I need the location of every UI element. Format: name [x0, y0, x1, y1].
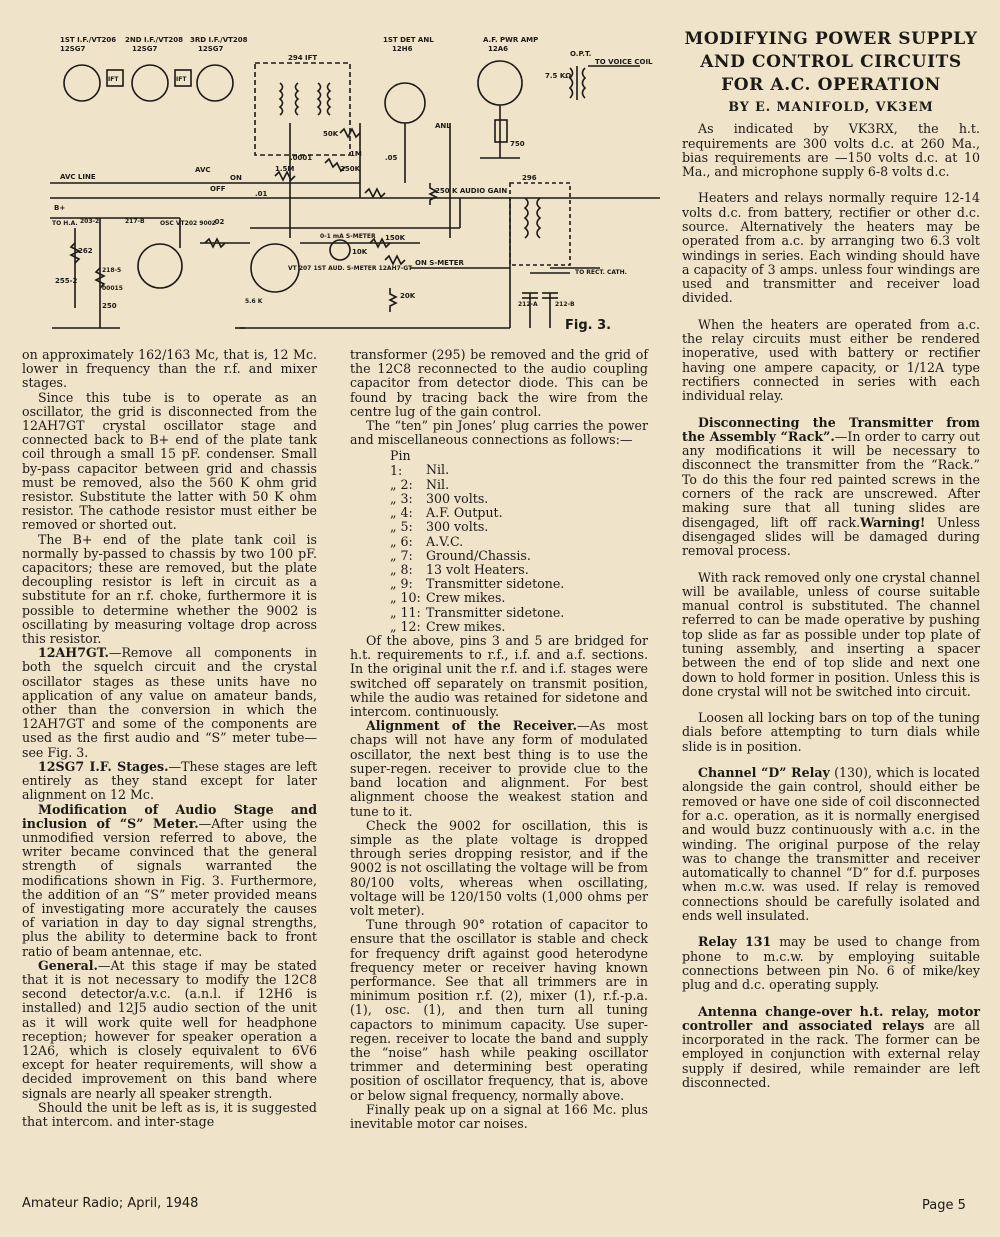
- paragraph: [350, 719, 648, 818]
- label-anl: ANL: [435, 122, 451, 130]
- label-osc: OSC VT202 9002: [160, 220, 216, 227]
- circuit-diagram: [40, 28, 665, 348]
- pin-number: „ 4:: [390, 505, 413, 521]
- paragraph: [22, 646, 317, 760]
- label-r15m: 1.5M: [275, 165, 295, 173]
- run-in-heading: Relay 131: [698, 934, 772, 950]
- paragraph-text: (130), which is located alongside the gain control, should either be removed or have one side of coil disconnected for a.c. operation, as it is normally energised and would buzz continuously with a.c. in the winding. The original purpose of the relay was to change the transmitter and receiver automatically to channel “D” for d.f. purposes when m.c.w. was used. If relay is removed connections should be carefully isolated and ends well insulated.: [682, 765, 980, 924]
- paragraph-text: —After using the unmodified version referred to above, the writer became convinced that the general strength of signals warranted the modifications shown in Fig. 3. Furthermore, the addition of an “S” meter provided means of investigating more accurately the causes of variation in day to day signal strengths, plus the ability to determine back to front ratio of beam antennae, etc.: [22, 815, 317, 959]
- column-right: [682, 28, 980, 1090]
- paragraph: The “ten” pin Jones’ plug carries the power and miscellaneous connections as follows:—: [350, 418, 648, 448]
- paragraph-text: —Remove all components in both the squelch circuit and the crystal oscillator stages as these units have no application of any value on amateur bands, other than the conversion in which the 12AH7GT and some of the components are used as the first audio and “S” meter tube—see Fig. 3.: [22, 645, 317, 760]
- pin-number: „ 5:: [390, 519, 413, 535]
- label-voice: TO VOICE COIL: [595, 58, 653, 66]
- run-in-heading: 12SG7 I.F. Stages.: [38, 758, 169, 774]
- label-avc-line: AVC LINE: [60, 173, 96, 181]
- label-avc: AVC: [195, 166, 211, 174]
- pin-item: [350, 620, 648, 634]
- pin-number: Pin 1:: [390, 448, 411, 478]
- label-r50k: 50K: [323, 130, 339, 138]
- pin-number: „ 2:: [390, 476, 413, 492]
- pin-item: [350, 591, 648, 605]
- label-c0001: .0001: [290, 154, 313, 162]
- pin-value: Crew mikes.: [426, 618, 506, 634]
- run-in-heading: 12AH7GT.: [38, 645, 109, 661]
- label-r1m: 1M: [350, 150, 362, 158]
- paragraph: Check the 9002 for oscillation, this is simple as the plate voltage is dropped through series dropping resistor, and if the 9002 is not oscillating the voltage will be from 80/100 volts, whereas when oscillating, voltage will be 120/150 volts (1,000 ohms per volt meter).: [350, 817, 648, 918]
- column-middle: [350, 348, 648, 1131]
- article-title: MODIFYING POWER SUPPLY AND CONTROL CIRCUITS FOR A.C. OPERATION: [684, 29, 978, 95]
- label-pwr-type: 12A6: [488, 45, 509, 53]
- pin-number: „ 12:: [390, 618, 421, 634]
- label-pwr: A.F. PWR AMP: [483, 36, 539, 44]
- paragraph-text: —In order to carry out any modifications it will be necessary to disconnect the transmitter from the “Rack.” To do this the four red painted screws in the corners of the rack are unscrewed. After making sure that all tuning slides are disengaged, lift off rack.: [682, 428, 980, 530]
- label-r00015: 00015: [102, 285, 123, 292]
- label-c2032: 203-2: [80, 218, 100, 225]
- label-on: ON: [230, 174, 242, 182]
- label-tube1-type: 12SG7: [60, 45, 86, 53]
- label-c212a: 212-A: [518, 301, 538, 308]
- label-smeter-switch: ON S-METER: [415, 259, 464, 267]
- pin-item: [350, 549, 648, 563]
- label-tube1: 1ST I.F./VT206: [60, 36, 117, 44]
- article-byline: BY E. MANIFOLD, VK3EM: [728, 99, 934, 114]
- paragraph-text: —These stages are left entirely as they stand except for later alignment on 12 Mc.: [22, 758, 317, 803]
- pin-item: [350, 449, 648, 477]
- warning-label: Warning!: [860, 514, 926, 530]
- pin-number: „ 3:: [390, 491, 413, 507]
- run-in-heading: Modification of Audio Stage and inclusion of “S” Meter.: [22, 801, 317, 831]
- label-c05: .05: [385, 154, 398, 162]
- schematic-figure: [40, 28, 665, 348]
- label-c01: .01: [255, 190, 268, 198]
- label-r262: 262: [78, 247, 93, 255]
- paragraph: Heaters and relays normally require 12-14 volts d.c. from battery, rectifier or other d.c. source. Alternatively the heaters may be operated from a.c. by arranging two 6.3 volt windings in series. Each winding should have a capacity of 3 amps. unless four windings are used and transmitter and receiver load divided.: [682, 190, 980, 306]
- tube-9002: [138, 244, 182, 288]
- label-det-type: 12H6: [392, 45, 413, 53]
- label-r150k: 150K: [385, 234, 406, 242]
- footer-page-number: Page 5: [922, 1198, 966, 1213]
- label-aud-gain: 250 K AUDIO GAIN: [435, 187, 508, 195]
- pin-number: „ 11:: [390, 604, 421, 620]
- tube-1st-if: [64, 65, 100, 101]
- paragraph: [682, 1005, 980, 1091]
- paragraph: transformer (295) be removed and the grid of the 12C8 reconnected to the audio coupling capacitor from detector diode. This can be found by tracing back the wire from the centre lug of the gain control.: [350, 347, 648, 419]
- pin-number: „ 7:: [390, 547, 413, 563]
- label-r250k: 250K: [340, 165, 361, 173]
- paragraph: [22, 760, 317, 803]
- label-tube2: 2ND I.F./VT208: [125, 36, 184, 44]
- pin-item: [350, 506, 648, 520]
- pin-item: [350, 492, 648, 506]
- pin-item: [350, 535, 648, 549]
- pin-value: Ground/Chassis.: [426, 547, 531, 563]
- pin-value: 300 volts.: [426, 491, 489, 507]
- paragraph-text: may be used to change from phone to m.c.w. by employing suitable connections between pin No. 6 of mike/key plug and d.c. operating supply.: [682, 934, 980, 993]
- label-toha: TO H.A.: [52, 220, 78, 227]
- paragraph: When the heaters are operated from a.c. the relay circuits must either be rendered inoperative, used with battery or rectifier having one ampere capacity, or 1/12A type rectifiers connected in series with each individual relay.: [682, 316, 980, 404]
- label-r2552: 255-2: [55, 277, 78, 285]
- paragraph: Finally peak up on a signal at 166 Mc. plus inevitable motor car noises.: [350, 1101, 648, 1131]
- tube-3rd-if: [197, 65, 233, 101]
- label-meter: 0-1 mA S-METER: [320, 233, 376, 240]
- pin-number: „ 6:: [390, 533, 413, 549]
- pin-number: „ 9:: [390, 576, 413, 592]
- label-det: 1ST DET ANL: [383, 36, 434, 44]
- paragraph: Of the above, pins 3 and 5 are bridged for h.t. requirements to r.f., i.f. and a.f. sections. In the original unit the r.f. and i.f. stages were switched off separately on transmit position, while the audio was retained for sidetone and intercom. continuously.: [350, 633, 648, 720]
- label-tube2-type: 12SG7: [132, 45, 158, 53]
- run-in-heading: General.: [38, 957, 98, 973]
- footer-publication: Amateur Radio; April, 1948: [22, 1196, 199, 1211]
- pin-value: Transmitter sidetone.: [426, 604, 565, 620]
- run-in-heading: Channel “D” Relay: [698, 765, 830, 781]
- tube-12a6: [478, 61, 522, 105]
- paragraph: Since this tube is to operate as an oscillator, the grid is disconnected from the 12AH7GT crystal oscillator stage and connected back to B+ end of the plate tank coil through a small 15 pF. condenser. Small by-pass capacitor between grid and chassis must be removed, also the 560 K ohm grid resistor. Substitute the latter with 50 K ohm resistor. The cathode resistor must either be removed or shorted out.: [22, 389, 317, 533]
- pin-value: Crew mikes.: [426, 590, 506, 606]
- label-r250: 250: [102, 302, 117, 310]
- label-k75: 7.5 KΩ: [545, 72, 572, 80]
- paragraph: on approximately 162/163 Mc, that is, 12 Mc. lower in frequency than the r.f. and mixer stages.: [22, 347, 317, 391]
- pin-value: 300 volts.: [426, 519, 489, 535]
- label-t296: 296: [522, 174, 537, 182]
- tube-2nd-if: [132, 65, 168, 101]
- label-ift3: 294 IFT: [288, 54, 318, 62]
- label-opt: O.P.T.: [570, 50, 592, 58]
- paragraph-text: are all incorporated in the rack. The former can be employed in conjunction with external relay supply if desired, while remainder are left disconnected.: [682, 1017, 980, 1091]
- paragraph: Tune through 90° rotation of capacitor to ensure that the oscillator is stable and check for frequency drift against good heterodyne frequency meter or receiver having known performance. See that all trimmers are in minimum position r.f. (2), mixer (1), r.f.-p.a. (1), osc. (1), and then turn all tuning capactors to minimum capacity. Use super-regen. receiver to locate the band and supply the “noise” hash while peaking oscillator trimmer and determining best operating position of oscillator frequency, that is, above or below signal frequency, normally above.: [350, 917, 648, 1103]
- paragraph: [22, 803, 317, 959]
- figure-caption: Fig. 3.: [565, 318, 612, 333]
- run-in-heading: Alignment of the Receiver.: [366, 718, 578, 734]
- pin-item: [350, 520, 648, 534]
- run-in-heading: Antenna change-over h.t. relay, motor controller and associated relays: [682, 1003, 980, 1033]
- paragraph: [682, 935, 980, 992]
- pin-value: 13 volt Heaters.: [426, 562, 529, 578]
- label-off: OFF: [210, 185, 226, 193]
- label-r10k: 10K: [352, 248, 368, 256]
- pin-value: Nil.: [426, 462, 450, 478]
- pin-value: Nil.: [426, 476, 450, 492]
- label-k56: 5.6 K: [245, 298, 263, 305]
- paragraph: The B+ end of the plate tank coil is normally by-passed to chassis by two 100 pF. capacitors; these are removed, but the plate decoupling resistor is left in circuit as a substitute for an r.f. choke, furthermore it is possible to determine whether the 9002 is oscillating by measuring voltage drop across this resistor.: [22, 531, 317, 647]
- label-r20k: 20K: [400, 292, 416, 300]
- label-ift1: IFT: [108, 76, 119, 83]
- ift-box: [255, 63, 350, 155]
- paragraph: Loosen all locking bars on top of the tuning dials before attempting to turn dials while slide is in position.: [682, 710, 980, 754]
- label-bplus: B+: [54, 204, 66, 212]
- pin-number: „ 10:: [390, 590, 421, 606]
- pin-value: A.F. Output.: [426, 505, 503, 521]
- pin-item: [350, 577, 648, 591]
- paragraph: [22, 959, 317, 1101]
- label-c2178: 217-B: [125, 218, 145, 225]
- tube-12h6: [385, 83, 425, 123]
- label-r750: 750: [510, 140, 525, 148]
- label-tube3: 3RD I.F./VT208: [190, 36, 248, 44]
- paragraph: With rack removed only one crystal channel will be available, unless of course suitable manual control is substituted. The channel referred to can be made operative by pushing top slide as far as possible under top plate of tuning assembly, and inserting a spacer between the end of top slide and next one down to hold former in position. Unless this is done crystal will not be switched into circuit.: [682, 569, 980, 699]
- paragraph: [682, 416, 980, 559]
- paragraph-text: —As most chaps will not have any form of modulated oscillator, the next best thing is to use the super-regen. receiver to provide clue to the band location and alignment. For best alignment choose the weakest station and tune to it.: [350, 718, 648, 819]
- label-c212b: 212-B: [555, 301, 575, 308]
- label-c2185: 218-5: [102, 267, 122, 274]
- label-tube3-type: 12SG7: [198, 45, 224, 53]
- label-torect: TO RECT. CATH.: [575, 269, 627, 276]
- label-ift2: IFT: [176, 76, 187, 83]
- paragraph: As indicated by VK3RX, the h.t. requirements are 300 volts d.c. at 260 Ma., bias requirements are —150 volts d.c. at 10 Ma., and microphone supply 6-8 volts d.c.: [682, 121, 980, 180]
- column-left: [22, 348, 317, 1129]
- pin-list: [350, 449, 648, 634]
- pin-item: [350, 563, 648, 577]
- pin-value: A.V.C.: [426, 533, 464, 549]
- paragraph: [682, 766, 980, 923]
- pin-number: „ 8:: [390, 562, 413, 578]
- label-c02: .02: [212, 218, 225, 226]
- pin-item: [350, 606, 648, 620]
- paragraph-text: Unless disengaged slides will be damaged during removal process.: [682, 514, 980, 559]
- paragraph-text: —At this stage if may be stated that it is not necessary to modify the 12C8 second detector/a.v.c. (a.n.l. if 12H6 is installed) and 12J5 audio section of the unit as it will work quite well for headphone reception; however for speaker operation a 12A6, which is closely equivalent to 6V6 except for heater requirements, will show a decided improvement on this band where signals are nearly all speaker strength.: [22, 957, 317, 1101]
- pin-item: [350, 478, 648, 492]
- pin-value: Transmitter sidetone.: [426, 576, 565, 592]
- label-vt207: VT 207 1ST AUD. S-METER 12AH7-GT: [288, 265, 413, 272]
- run-in-heading: Disconnecting the Transmitter from the Assembly “Rack”.: [682, 414, 980, 444]
- paragraph: Should the unit be left as is, it is suggested that intercom. and inter-stage: [22, 1099, 317, 1129]
